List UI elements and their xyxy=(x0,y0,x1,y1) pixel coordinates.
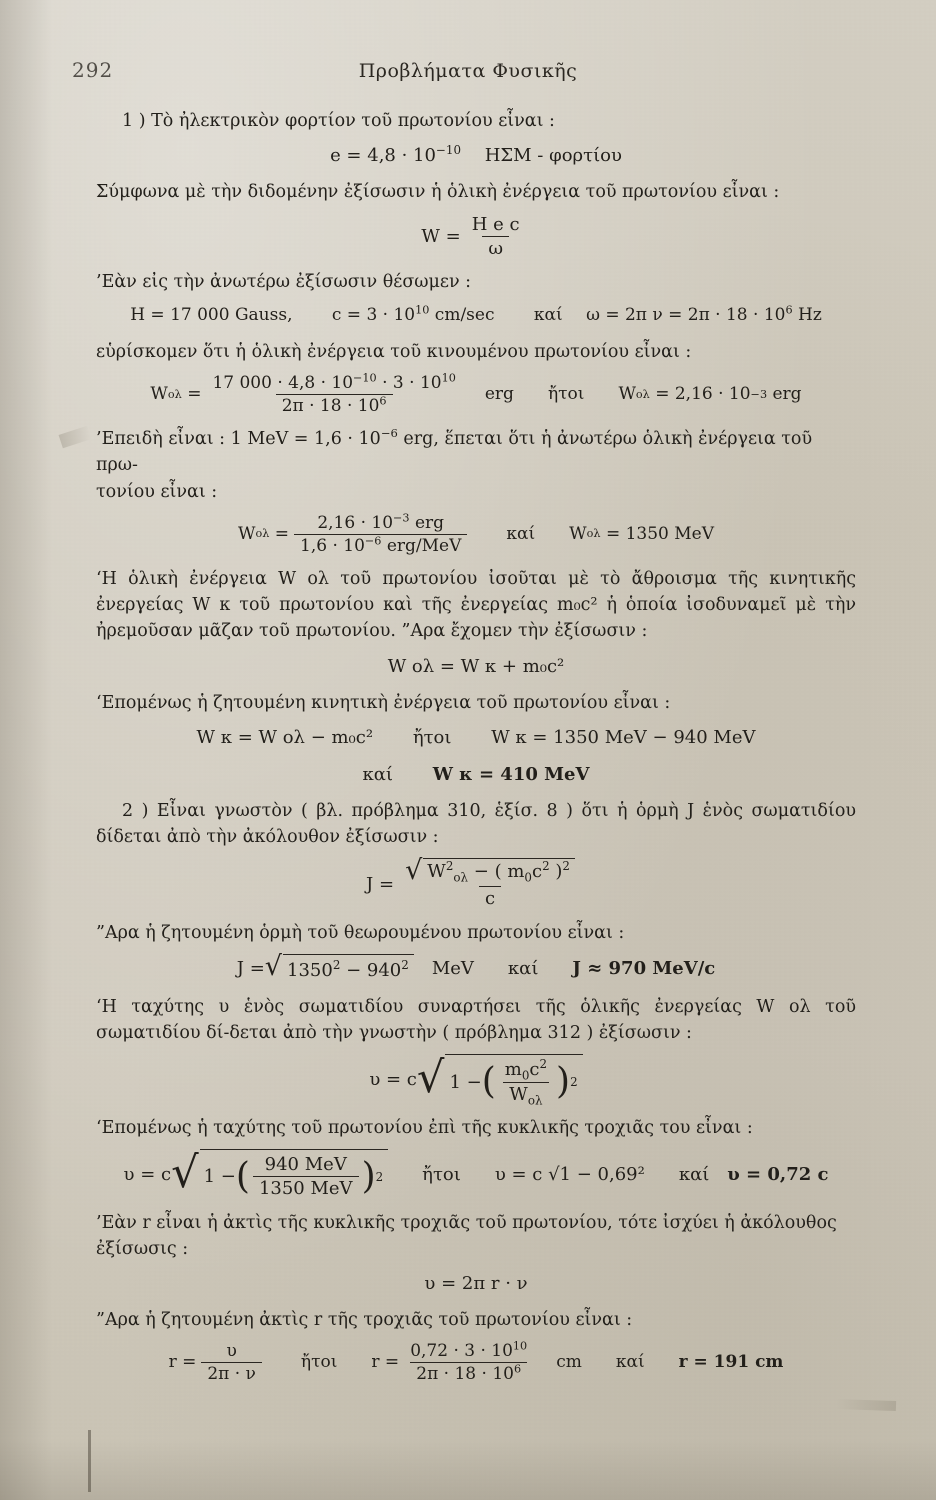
equation-charge xyxy=(96,142,856,169)
answer-velocity-value: υ = 0,72 c xyxy=(727,1163,829,1185)
equation-momentum-value xyxy=(96,950,856,984)
charge-lhs: e = 4,8 · 10 xyxy=(330,145,436,167)
vval-lhs: υ = c xyxy=(123,1163,172,1185)
r-num-1: υ xyxy=(226,1341,237,1362)
r-fraction-1 xyxy=(201,1341,262,1384)
kin-itoi: ἤτοι xyxy=(412,726,452,748)
page-left-shadow xyxy=(0,0,52,1500)
equation-kinetic xyxy=(96,724,856,751)
line5-b: erg, ἕπεται ὅτι ἡ ἀνωτέρω ὁλικὴ ἐνέργεια τοῦ πρω- xyxy=(96,429,813,476)
equation-givens xyxy=(96,303,856,329)
wol-num-exp2: 10 xyxy=(441,371,456,385)
wol2-numerator xyxy=(311,513,450,534)
problem1-line5c: τονίου εἶναι : xyxy=(96,481,218,502)
wol2-denominator xyxy=(294,534,467,556)
hec-denominator: ω xyxy=(482,236,509,259)
jdef-numerator xyxy=(399,855,581,887)
equation-energy-sum: W ολ = W κ + m₀c² xyxy=(387,655,565,677)
radical-sign-icon: √ xyxy=(264,950,282,982)
wol2-result: = 1350 MeV xyxy=(605,523,714,544)
vdef-den: $W_{o\lambda}$ xyxy=(503,1082,548,1105)
charge-unit: ΗΣΜ - φορτίου xyxy=(484,145,622,167)
given-omega: ω = 2π ν = 2π · 18 · 10 xyxy=(586,305,786,326)
vval-radicand: 1 − ( $\frac{\text{940 MeV}}{\text{1350 MeV}}$ ) 2 xyxy=(200,1149,389,1199)
equation-radius xyxy=(96,1341,856,1384)
problem1-line2: Σύμφωνα μὲ τὴν διδομένην ἐξίσωσιν ἡ ὁλικὴ ἐνέργεια τοῦ πρωτονίου εἶναι : xyxy=(96,182,780,203)
paper-smudge-right xyxy=(836,1399,896,1411)
wol-denominator xyxy=(276,394,393,416)
wol2-num-part2: erg xyxy=(409,512,445,533)
vval-num: 940 MeV xyxy=(264,1154,347,1176)
r-unit: cm xyxy=(556,1352,582,1373)
given-omega-exponent: 6 xyxy=(785,303,793,317)
w-lhs: W = xyxy=(421,225,461,247)
r-den2-part1: 2π · 18 · 10 xyxy=(416,1364,514,1385)
equation-kinetic-answer xyxy=(96,761,856,788)
equation-momentum-def xyxy=(96,855,856,910)
vval-kai: καί xyxy=(678,1163,710,1185)
paren-open: ( xyxy=(235,1156,250,1198)
answer-kai: καί xyxy=(362,763,393,785)
vval-itoi: ἤτοι xyxy=(422,1163,461,1185)
vdef-radicand: 1 − ( $\frac{m_0c^2}{W_{o\lambda}}$ ) 2 xyxy=(445,1054,582,1104)
sqrt-momentum xyxy=(405,855,575,887)
given-c: c = 3 · 10 xyxy=(331,305,416,326)
answer-radius-value: r = 191 cm xyxy=(678,1352,784,1373)
r-den-1: 2π · ν xyxy=(201,1362,262,1384)
wol-num-part1: 17 000 · 4,8 · 10 xyxy=(212,372,354,393)
problem1-line3: ’Εὰν εἰς τὴν ἀνωτέρω ἐξίσωσιν θέσωμεν : xyxy=(96,271,472,292)
radical-sign-icon: √ xyxy=(416,1053,445,1104)
given-omega-unit: Hz xyxy=(798,305,822,326)
r-num2-part1: 0,72 · 3 · 10 xyxy=(410,1341,513,1362)
wol2-den-part2: erg/MeV xyxy=(381,535,462,556)
jdef-radicand: $W^2_{o\lambda}$ − ( $m_0c^2$ )$^2$ xyxy=(423,858,575,885)
r-num2-exp: 10 xyxy=(512,1339,528,1353)
paper-smudge-left xyxy=(59,426,92,449)
given-H: H = 17 000 Gauss, xyxy=(130,305,293,326)
problem1-line6: ‘Η ὁλικὴ ἐνέργεια W ολ τοῦ πρωτονίου ἰσοῦται μὲ τὸ ἄθροισμα τῆς κινητικῆς ἐνεργείας W κ τοῦ πρωτονίου καὶ τῆς ἐνεργείας m₀c² ἡ ὁποία ἰσοδυναμεῖ μὲ τὴν ἠρεμοῦσαν μᾶζαν τοῦ πρωτονίου. ”Αρα ἔχομεν τὴν ἐξίσωσιν : xyxy=(96,568,856,642)
wol2-result-lhs: W xyxy=(569,523,587,544)
equation-wol-numeric: W ολ = $\frac{17 000 \cdot 4,8 \cdot 10^{-10} \cdot 3 \cdot 10^{10}}{2\pi \cdot 18 \cdot 10^6}$ erg ἤτοι W ολ = 2,16 · 10 −3 erg xyxy=(150,371,802,417)
jval-radicand: $1350^2 - 940^2$ xyxy=(283,954,414,984)
vdef-lhs: υ = c xyxy=(369,1069,417,1091)
page-body xyxy=(96,108,856,1394)
equation-velocity-value xyxy=(96,1149,856,1199)
sqrt-velocity-def xyxy=(416,1053,583,1108)
wol2-equals: = xyxy=(274,523,289,544)
problem2-line3: ‘Η ταχύτης υ ἑνὸς σωματιδίου συναρτήσει τῆς ὁλικῆς ἐνεργείας W ολ τοῦ σωματιδίου δί-δεται ἀπὸ τὴν γνωστὴν ( πρόβλημα 312 ) ἐξίσωσιν : xyxy=(96,996,856,1044)
r-lhs: r = xyxy=(168,1352,197,1373)
jval-lhs: J = xyxy=(236,958,265,980)
running-head xyxy=(0,58,936,88)
vval-mid: υ = c √1 − 0,69² xyxy=(494,1163,645,1185)
wol2-kai: καί xyxy=(506,523,536,544)
jdef-lhs: J = xyxy=(366,873,395,895)
book-title: Προβλήματα Φυσικῆς xyxy=(358,60,578,82)
answer-kinetic-value: W κ = 410 MeV xyxy=(432,763,590,785)
wol-lhs: W xyxy=(150,383,168,404)
wol-numerator xyxy=(206,373,461,394)
given-c-unit: cm/sec xyxy=(434,305,495,326)
line5-exp: −6 xyxy=(380,426,398,441)
problem1-intro: 1 ) Τὸ ἠλεκτρικὸν φορτίον τοῦ πρωτονίου εἶναι : xyxy=(122,111,555,131)
paren-close: ) xyxy=(556,1061,571,1103)
vdef-num: $m_0c^2$ xyxy=(504,1057,548,1083)
hec-over-omega xyxy=(466,214,526,259)
wol-fraction xyxy=(206,373,461,416)
kin-rhs: W κ = 1350 MeV − 940 MeV xyxy=(491,726,756,748)
r-lhs-2: r = xyxy=(371,1352,400,1373)
wol2-num-exp: −3 xyxy=(393,511,410,525)
charge-exponent: −10 xyxy=(435,143,461,158)
radical-sign-icon: √ xyxy=(171,1147,199,1198)
wol-result-unit: erg xyxy=(772,383,802,404)
equation-circumference: υ = 2π r · ν xyxy=(424,1273,528,1295)
wol2-den-exp: −6 xyxy=(364,534,382,548)
jval-unit: MeV xyxy=(431,958,474,980)
paren-close: ) xyxy=(361,1156,376,1198)
jdef-denominator: c xyxy=(479,886,501,909)
wol-unit: erg xyxy=(484,383,514,404)
problem1-line4: εὑρίσκομεν ὅτι ἡ ὁλικὴ ἐνέργεια τοῦ κινουμένου πρωτονίου εἶναι : xyxy=(96,341,692,362)
equation-wol-mev: W ολ = $\frac{2,16 \cdot 10^{-3} erg}{1,6 \cdot 10^{-6} erg/MeV}$ καί W ολ = 1350 MeV xyxy=(237,511,714,556)
wol-result: = 2,16 · 10 xyxy=(655,383,751,404)
sqrt-velocity-value xyxy=(171,1149,388,1199)
problem1-line5 xyxy=(96,426,856,479)
radical-sign-icon: √ xyxy=(405,855,423,887)
wol2-den-part1: 1,6 · 10 xyxy=(300,535,365,556)
wol2-lhs: W xyxy=(237,523,256,544)
wol-equals: = xyxy=(187,383,202,404)
r-num-2 xyxy=(404,1341,533,1362)
vdef-fraction xyxy=(499,1057,553,1108)
problem2-line4: ‘Επομένως ἡ ταχύτης τοῦ πρωτονίου ἐπὶ τῆς κυκλικῆς τροχιᾶς του εἶναι : xyxy=(96,1117,753,1138)
r-kai: καί xyxy=(615,1352,645,1373)
wol2-fraction xyxy=(294,513,467,556)
problem2-line2: ”Αρα ἡ ζητουμένη ὁρμὴ τοῦ θεωρουμένου πρωτονίου εἶναι : xyxy=(96,922,625,943)
page-bottom-shadow xyxy=(0,1440,936,1500)
equation-velocity-def xyxy=(96,1053,856,1108)
wol-den-exp1: 6 xyxy=(379,394,387,408)
line5-a: ’Επειδὴ εἶναι : 1 MeV = 1,6 · 10 xyxy=(96,429,381,450)
vval-den: 1350 MeV xyxy=(253,1176,359,1199)
given-kai-1: καί xyxy=(533,305,563,326)
r-den2-exp: 6 xyxy=(513,1362,522,1376)
jdef-fraction xyxy=(399,855,581,910)
vdef-one-minus: 1 − xyxy=(449,1071,482,1093)
wol-num-exp1: −10 xyxy=(353,371,377,385)
answer-momentum-value: J ≈ 970 MeV/c xyxy=(572,958,716,980)
equation-total-energy xyxy=(96,214,856,259)
wol-itoi: ἤτοι xyxy=(547,383,585,404)
problem1-line7: ‘Επομένως ἡ ζητουμένη κινητικὴ ἐνέργεια τοῦ πρωτονίου εἶναι : xyxy=(96,692,671,713)
wol2-num-part1: 2,16 · 10 xyxy=(317,512,394,533)
r-fraction-2 xyxy=(404,1341,533,1384)
wol-num-part2: · 3 · 10 xyxy=(376,372,442,393)
given-c-exponent: 10 xyxy=(415,303,430,317)
sqrt-momentum-value xyxy=(264,950,414,984)
hec-numerator: H e c xyxy=(471,213,520,235)
jval-kai: καί xyxy=(507,958,539,980)
wol-result-lhs: W xyxy=(618,383,636,404)
problem2-line6: ”Αρα ἡ ζητουμένη ἀκτὶς r τῆς τροχιᾶς τοῦ πρωτονίου εἶναι : xyxy=(96,1310,633,1331)
kin-lhs: W κ = W ολ − m₀c² xyxy=(196,726,374,748)
r-itoi: ἤτοι xyxy=(300,1352,338,1373)
r-den-2 xyxy=(410,1362,527,1384)
problem2-line5: ’Εὰν r εἶναι ἡ ἀκτὶς τῆς κυκλικῆς τροχιᾶς τοῦ πρωτονίου, τότε ἰσχύει ἡ ἀκόλουθος ἐξίσωσις : xyxy=(96,1212,837,1259)
paren-open: ( xyxy=(481,1061,496,1103)
wol-den-part1: 2π · 18 · 10 xyxy=(281,396,380,417)
spine-mark xyxy=(88,1430,91,1492)
vval-one-minus: 1 − xyxy=(203,1166,236,1188)
problem2-intro: 2 ) Εἶναι γνωστὸν ( βλ. πρόβλημα 310, ἑξίσ. 8 ) ὅτι ἡ ὁρμὴ J ἑνὸς σωματιδίου δίδεται ἀπὸ τὴν ἀκόλουθον ἐξίσωσιν : xyxy=(96,800,856,848)
vval-fraction xyxy=(253,1154,359,1199)
page-number: 292 xyxy=(72,58,114,82)
